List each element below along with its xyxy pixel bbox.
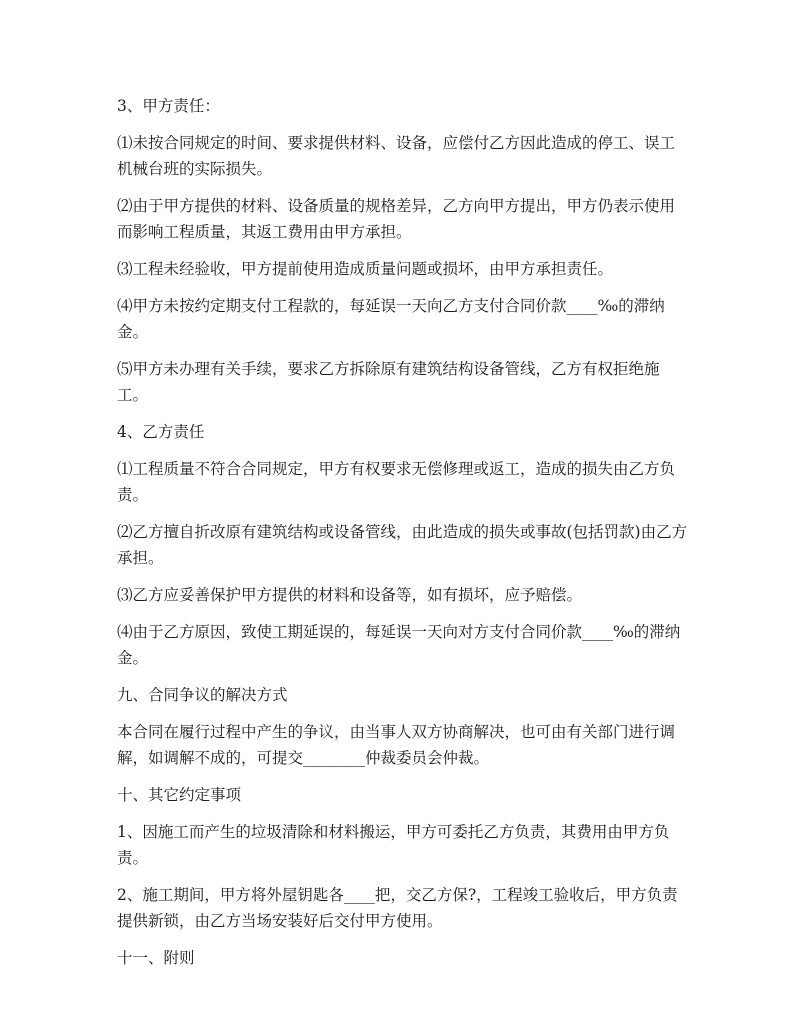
clause-paragraph: ⑷甲方未按约定期支付工程款的，每延误一天向乙方支付合同价款____‰的滞纳金。 (117, 297, 665, 341)
clause-paragraph: ⑸甲方未办理有关手续，要求乙方拆除原有建筑结构设备管线，乙方有权拒绝施工。 (117, 360, 660, 404)
clause-paragraph: ⑴未按合同规定的时间、要求提供材料、设备，应偿付乙方因此造成的停工、误工机械台班的实际损失。 (117, 134, 676, 178)
section-heading-party-a-duties: 3、甲方责任： (117, 97, 220, 115)
clause-paragraph: 1、因施工而产生的垃圾清除和材料搬运，甲方可委托乙方负责，其费用由甲方负责。 (117, 823, 670, 867)
clause-paragraph: 本合同在履行过程中产生的争议，由当事人双方协商解决，也可由有关部门进行调解，如调解不成的，可提交________仲裁委员会仲裁。 (117, 723, 676, 767)
clause-paragraph: ⑷由于乙方原因，致使工期延误的，每延误一天向对方支付合同价款____‰的滞纳金。 (117, 623, 681, 667)
clause-paragraph: ⑶乙方应妥善保护甲方提供的材料和设备等，如有损坏，应予赔偿。 (117, 586, 583, 604)
clause-paragraph: ⑶工程未经验收，甲方提前使用造成质量问题或损坏，由甲方承担责任。 (117, 260, 614, 278)
clause-paragraph: 2、施工期间，甲方将外屋钥匙各____把，交乙方保?，工程竣工验收后，甲方负责提供新锁，由乙方当场安装好后交付甲方使用。 (117, 886, 678, 930)
clause-paragraph: ⑴工程质量不符合合同规定，甲方有权要求无偿修理或返工，造成的损失由乙方负责。 (117, 460, 676, 504)
section-heading-supplementary: 十一、附则 (117, 949, 195, 967)
section-heading-party-b-duties: 4、乙方责任 (117, 423, 205, 441)
clause-paragraph: ⑵乙方擅自折改原有建筑结构或设备管线，由此造成的损失或事故(包括罚款)由乙方承担。 (117, 523, 688, 567)
clause-paragraph: ⑵由于甲方提供的材料、设备质量的规格差异，乙方向甲方提出，甲方仍表示使用而影响工程质量，其返工费用由甲方承担。 (117, 197, 676, 241)
section-heading-dispute-resolution: 九、合同争议的解决方式 (117, 686, 288, 704)
document-body (117, 93, 689, 982)
section-heading-other-matters: 十、其它约定事项 (117, 786, 242, 804)
